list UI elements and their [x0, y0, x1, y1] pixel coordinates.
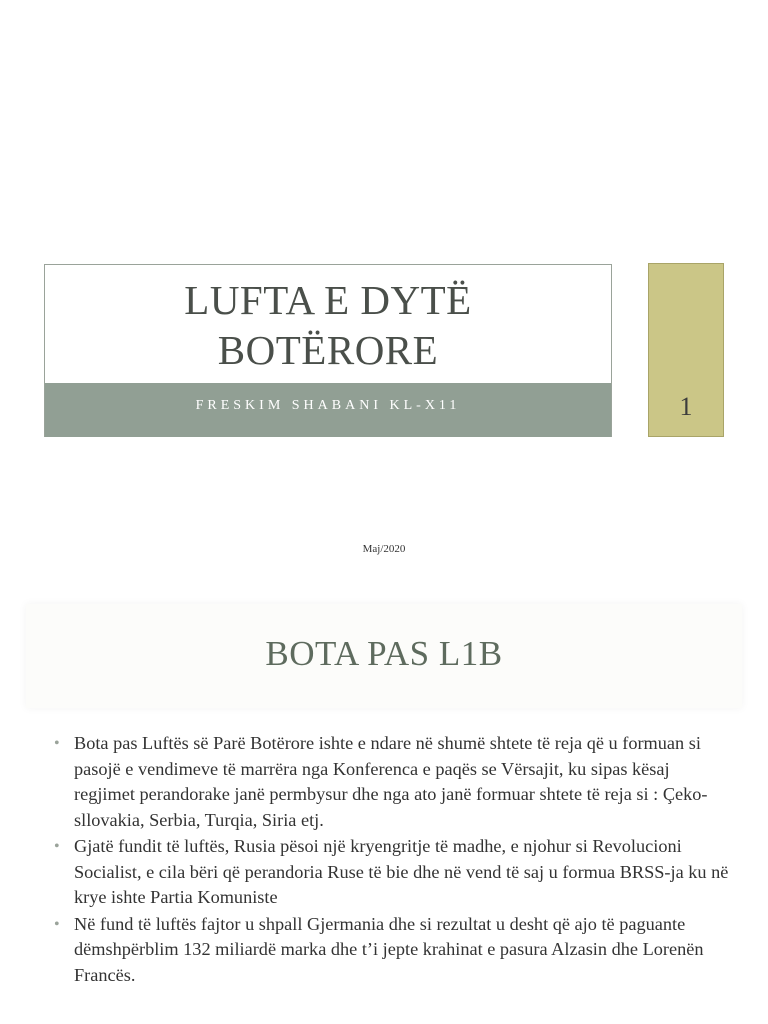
list-item: [50, 731, 730, 833]
slide-title-line-2: BOTËRORE: [217, 327, 439, 373]
bullet-dot-icon: •: [54, 735, 60, 752]
subtitle-band: [45, 383, 611, 437]
bullet-text: Gjatë fundit të luftës, Rusia pësoi një kryengritje të madhe, e njohur si Revolucioni Socialist, e cila bëri që perandoria Ruse të bie dhe në vend të saj u formua BRSS-ja ku në krye ishte Partia Komuniste: [74, 836, 729, 907]
title-box: [44, 264, 612, 437]
page-number-box: [648, 263, 724, 437]
slide-title: [45, 275, 611, 375]
bullet-dot-icon: •: [54, 915, 60, 933]
bullet-text: Në fund të luftës fajtor u shpall Gjermania dhe si rezultat u desht që ajo të paguante dëmshpërblim 132 miliardë marka dhe t’i jepte krahinat e pasura Alzasin dhe Lorenën Francës.: [74, 913, 704, 985]
bullet-dot-icon: •: [54, 838, 60, 855]
list-item: [50, 912, 730, 989]
slide-date: Maj/2020: [362, 543, 406, 555]
bullet-text: Bota pas Luftës së Parë Botërore ishte e ndare në shumë shtete të reja që u formuan si pasojë e vendimeve të marrëra nga Konferenca e paqës se Vërsajit, ku sipas kësaj regjimet perandorake janë permbysur dhe nga ato janë formuar shtete të reja si : Çeko-sllovakia, Serbia, Turqia, Siria etj.: [74, 733, 708, 830]
bullet-list: [50, 731, 730, 989]
page-number: 1: [679, 392, 693, 421]
list-item: [50, 834, 730, 911]
section-title: BOTA PAS L1B: [265, 634, 503, 673]
slide-subtitle: FRESKIM SHABANI KL-X11: [195, 398, 461, 413]
section-header: [26, 604, 742, 708]
slide-title-line-1: LUFTA E DYTË: [184, 277, 472, 323]
